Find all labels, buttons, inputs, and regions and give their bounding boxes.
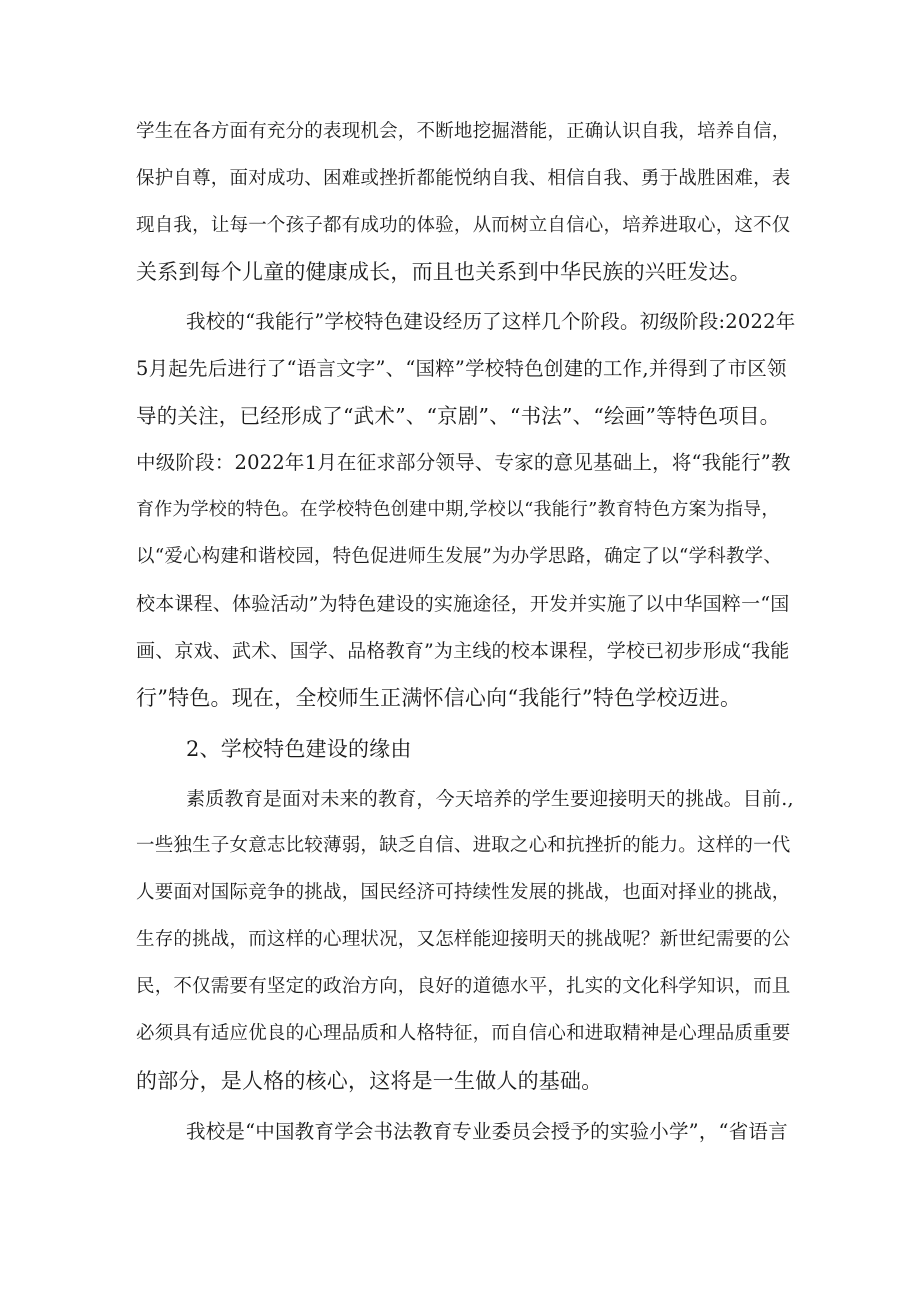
- paragraph-3-line-2: 一些独生子女意志比较薄弱，缺乏自信、进取之心和抗挫折的能力。这样的一代: [136, 835, 791, 856]
- paragraph-2-line-4: 中级阶段：2022年1月在征求部分领导、专家的意见基础上，将“我能行”教: [136, 451, 791, 474]
- paragraph-1-line-1: 学生在各方面有充分的表现机会，不断地挖掘潜能，正确认识自我，培养自信，: [136, 121, 791, 142]
- paragraph-1-line-4: 关系到每个儿童的健康成长，而且也关系到中华民族的兴旺发达。: [136, 260, 751, 284]
- paragraph-3-line-7: 的部分，是人格的核心，这将是一生做人的基础。: [136, 1069, 603, 1093]
- paragraph-3-line-5: 民，不仅需要有坚定的政治方向，良好的道德水平，扎实的文化科学知识，而且: [136, 976, 791, 997]
- paragraph-3-line-1: 素质教育是面对未来的教育，今天培养的学生要迎接明天的挑战。目前.,: [186, 788, 794, 810]
- paragraph-4-line-1: 我校是“中国教育学会书法教育专业委员会授予的实验小学”，“省语言: [186, 1120, 788, 1143]
- paragraph-2-line-7: 校本课程、体验活动”为特色建设的实施途径，开发并实施了以中华国粹一“国: [136, 593, 790, 615]
- paragraph-2-line-9: 行”特色。现在，全校师生正满怀信心向“我能行”特色学校迈进。: [136, 686, 742, 710]
- paragraph-2-line-6: 以“爱心构建和谐校园，特色促进师生发展”为办学思路，确定了以“学科教学、: [136, 546, 783, 567]
- paragraph-2-line-2: 5月起先后进行了“语言文字”、“国粹”学校特色创建的工作,并得到了市区领: [136, 357, 787, 380]
- paragraph-2-line-8: 画、京戏、武术、国学、品格教育”为主线的校本课程，学校已初步形成“我能: [136, 640, 790, 662]
- paragraph-1-line-2: 保护自尊，面对成功、困难或挫折都能悦纳自我、相信自我、勇于战胜困难，表: [136, 168, 791, 189]
- paragraph-2-line-5: 育作为学校的特色。在学校特色创建中期,学校以“我能行”教育特色方案为指导，: [136, 499, 780, 520]
- paragraph-1-line-3: 现自我，让每一个孩子都有成功的体验，从而树立自信心，培养进取心，这不仅: [136, 215, 791, 236]
- paragraph-3-line-3: 人要面对国际竞争的挑战，国民经济可持续性发展的挑战，也面对择业的挑战，: [136, 882, 791, 903]
- paragraph-3-line-4: 生存的挑战，而这样的心理状况，又怎样能迎接明天的挑战呢？新世纪需要的公: [136, 929, 791, 950]
- paragraph-2-line-1: 我校的“我能行”学校特色建设经历了这样几个阶段。初级阶段:2022年: [186, 310, 796, 333]
- section-heading: 2、学校特色建设的缘由: [186, 737, 412, 761]
- paragraph-3-line-6: 必须具有适应优良的心理品质和人格特征，而自信心和进取精神是心理品质重要: [136, 1023, 791, 1044]
- paragraph-2-line-3: 导的关注，已经形成了“武术”、“京剧”、“书法”、“绘画”等特色项目。: [136, 404, 781, 428]
